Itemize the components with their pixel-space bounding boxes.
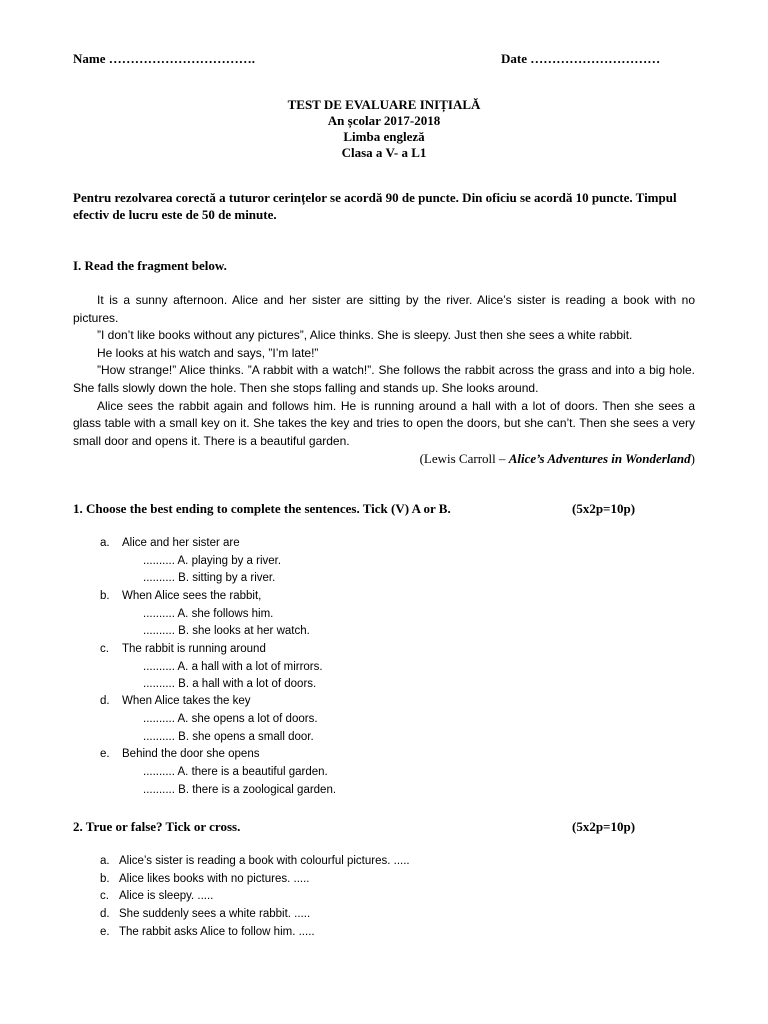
option-text: .......... B. she opens a small door. — [143, 731, 314, 743]
question-2-points: (5x2p=10p) — [572, 819, 636, 834]
option-text: .......... A. there is a beautiful garden. — [143, 766, 328, 778]
item-letter: c. — [100, 890, 109, 902]
passage-paragraph: ”I don’t like books without any pictures”, Alice thinks. She is sleepy. Just then she sees a white rabbit. — [97, 328, 633, 343]
option-text: .......... A. playing by a river. — [143, 555, 282, 567]
passage-paragraph: Alice sees the rabbit again and follows him. He is running around a hall with a lot of doors. Then she sees a glass table with a small key on it. She takes the key and tries to open the doors, but she can’t. Then she sees a very small door and opens it. There is a beautiful garden. — [73, 398, 695, 448]
item-stem: The rabbit is running around — [122, 643, 266, 655]
item-letter: d. — [100, 908, 110, 920]
item-letter: e. — [100, 926, 110, 938]
reading-passage — [73, 292, 695, 450]
option-text: .......... A. she opens a lot of doors. — [143, 713, 318, 725]
title-line-2: An școlar 2017-2018 — [327, 113, 441, 128]
question-1-heading — [73, 501, 693, 517]
item-stem: When Alice takes the key — [122, 695, 251, 707]
option-text: .......... A. a hall with a lot of mirrors. — [143, 661, 323, 673]
date-field-label: Date ………………………… — [501, 51, 661, 66]
option-text: .......... A. she follows him. — [143, 608, 274, 620]
item-letter: b. — [100, 873, 110, 885]
item-stem: Alice and her sister are — [122, 537, 240, 549]
passage-paragraph: He looks at his watch and says, ”I’m late!” — [97, 345, 319, 360]
question-1-text: 1. Choose the best ending to complete the sentences. Tick (V) A or B. — [73, 501, 451, 516]
passage-source — [73, 451, 695, 467]
item-text: Alice’s sister is reading a book with colourful pictures. ..... — [119, 855, 410, 867]
title-line-4: Clasa a V- a L1 — [341, 145, 427, 160]
source-title: Alice’s Adventures in Wonderland — [508, 451, 691, 466]
question-1-points: (5x2p=10p) — [572, 501, 636, 516]
item-text: Alice is sleepy. ..... — [119, 890, 214, 902]
source-suffix: ) — [690, 451, 695, 466]
title-line-3: Limba engleză — [343, 129, 425, 144]
test-title — [0, 97, 768, 161]
question-2-text: 2. True or false? Tick or cross. — [73, 819, 241, 834]
name-field-label: Name ……………………………. — [73, 51, 255, 66]
item-text: Alice likes books with no pictures. ..... — [119, 873, 310, 885]
item-letter: d. — [100, 695, 110, 707]
section-1-heading: I. Read the fragment below. — [73, 258, 227, 273]
passage-paragraph: It is a sunny afternoon. Alice and her sister are sitting by the river. Alice’s sister is reading a book with no pictures. — [73, 293, 695, 325]
option-text: .......... B. a hall with a lot of doors. — [143, 678, 317, 690]
title-line-1: TEST DE EVALUARE INIȚIALĂ — [287, 97, 481, 112]
item-stem: Behind the door she opens — [122, 748, 260, 760]
option-text: .......... B. there is a zoological garden. — [143, 784, 337, 796]
option-text: .......... B. she looks at her watch. — [143, 625, 310, 637]
option-text: .......... B. sitting by a river. — [143, 572, 276, 584]
item-letter: e. — [100, 748, 110, 760]
item-letter: a. — [100, 855, 110, 867]
question-2-heading — [73, 819, 693, 835]
item-stem: When Alice sees the rabbit, — [122, 590, 262, 602]
item-text: The rabbit asks Alice to follow him. ..... — [119, 926, 315, 938]
item-letter: a. — [100, 537, 110, 549]
item-letter: c. — [100, 643, 109, 655]
item-letter: b. — [100, 590, 110, 602]
item-text: She suddenly sees a white rabbit. ..... — [119, 908, 311, 920]
passage-paragraph: ”How strange!” Alice thinks. ”A rabbit with a watch!”. She follows the rabbit across the grass and into a big hole. She falls slowly down the hole. Then she stops falling and stands up. She looks around. — [73, 363, 695, 395]
instructions: Pentru rezolvarea corectă a tuturor cerințelor se acordă 90 de puncte. Din oficiu se acordă 10 puncte. Timpul efectiv de lucru este de 50 de minute. — [73, 190, 677, 222]
source-prefix: (Lewis Carroll – — [419, 451, 509, 466]
